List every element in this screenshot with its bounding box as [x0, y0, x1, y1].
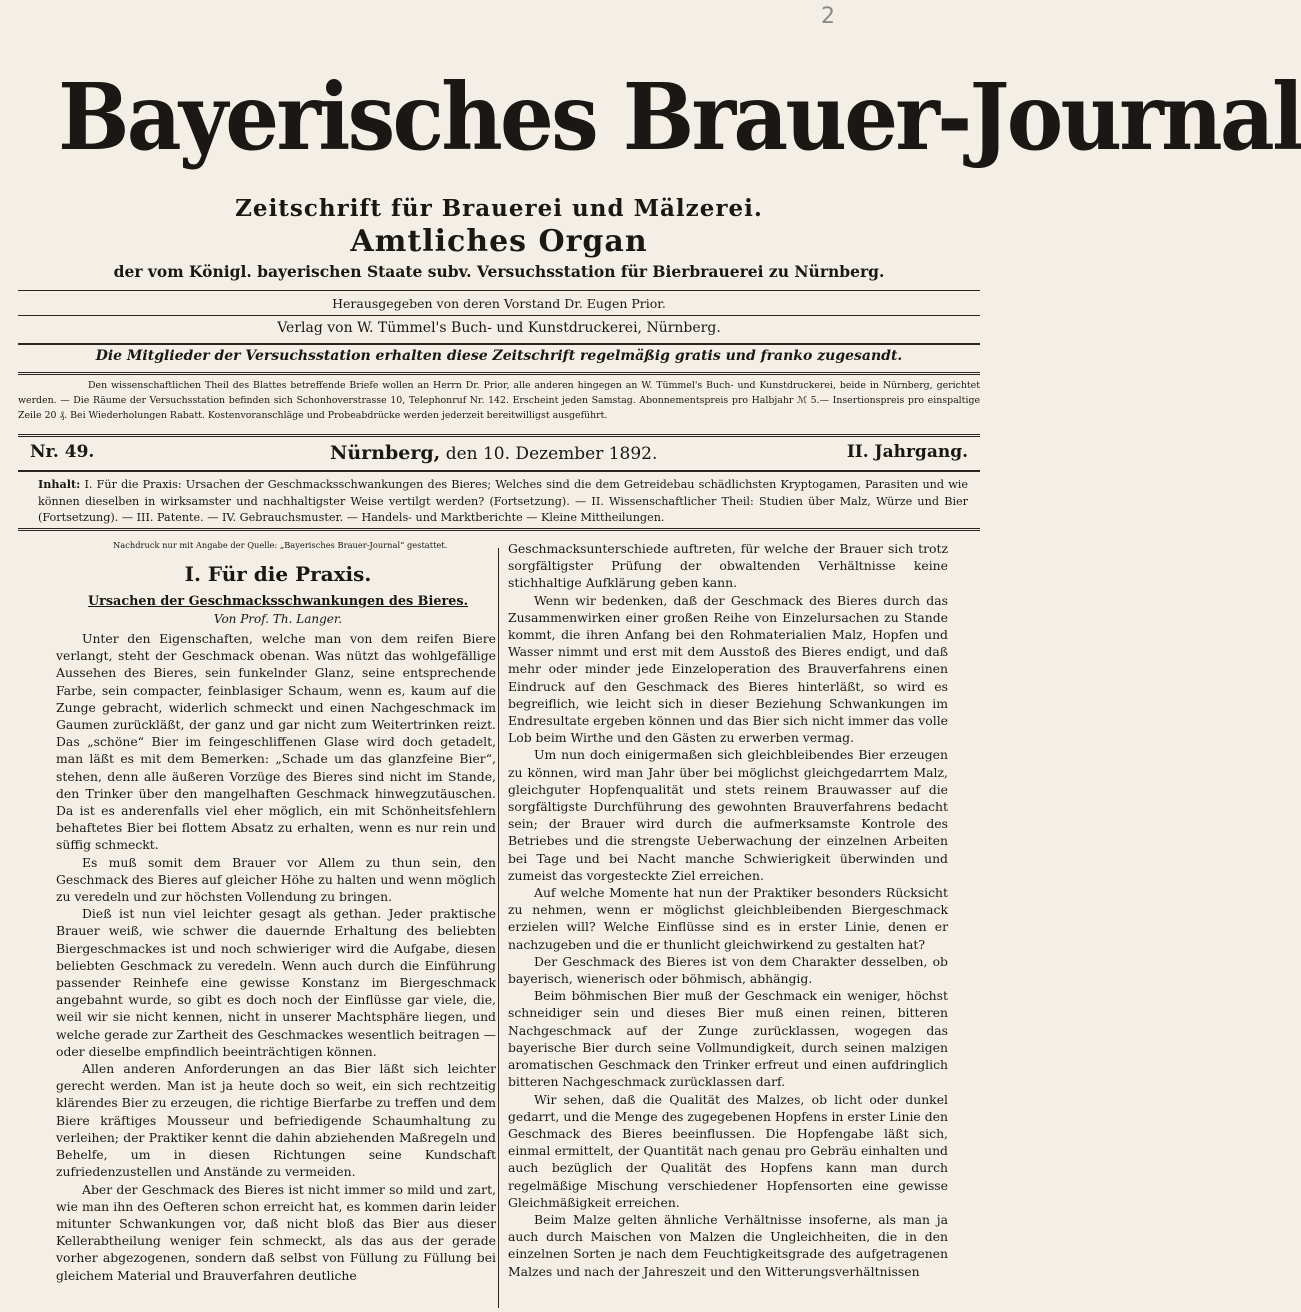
issue-date-block — [330, 442, 657, 464]
divider — [18, 528, 980, 531]
paragraph: Dieß ist nun viel leichter gesagt als gethan. Jeder praktische Brauer weiß, wie schwer die dauernde Erhaltung des beliebten Biergeschmackes ist und noch schwieriger wird die Aufgabe, diesen beliebten Geschmack zu veredeln. Wenn auch durch die Einführung passender Reinhefe eine gewisse Konstanz im Biergeschmack angebahnt wurde, so gibt es doch noch der Einflüsse gar viele, die, weil wir sie nicht kennen, nicht in unserer Machtsphäre liegen, und welche gerade zur Zartheit des Geschmackes wesentlich beitragen — oder dieselbe empfindlich beeinträchtigen können. — [56, 906, 496, 1059]
issue-city: Nürnberg, — [330, 442, 441, 464]
toc-text: I. Für die Praxis: Ursachen der Geschmacksschwankungen des Bieres; Welches sind die dem Getreidebau schädlichsten Kryptogamen, Parasiten und wie können dieselben in wirksamster und nachhaltigster Weise vertilgt werden? (Fortsetzung). — II. Wissenschaftlicher Theil: Studien über Malz, Würze und Bier (Fortsetzung). — III. Patente. — IV. Gebrauchsmuster. — Handels- und Marktberichte — Kleine Mittheilungen. — [38, 478, 968, 524]
masthead-title: Bayerisches Brauer-Journal — [58, 63, 1301, 171]
toc-label: Inhalt: — [38, 477, 81, 491]
paragraph: Der Geschmack des Bieres ist von dem Charakter desselben, ob bayerisch, wienerisch oder böhmisch, abhängig. — [508, 953, 948, 987]
right-column — [508, 540, 948, 1280]
issue-volume: II. Jahrgang. — [846, 442, 968, 462]
issue-date: den 10. Dezember 1892. — [440, 444, 658, 464]
paragraph: Um nun doch einigermaßen sich gleichbleibendes Bier erzeugen zu können, wird man Jahr über bei möglichst gleichgedarrtem Malz, gleichguter Hopfenqualität und stets reinem Brauwasser auf die sorgfältigste Durchführung des gewohnten Brauverfahrens bedacht sein; der Brauer wird durch die aufmerksamste Kontrole des Betriebes und die strengste Ueberwachung der einzelnen Arbeiten bei Tage und bei Nacht manche Schwierigkeit überwinden und zumeist das vorgesteckte Ziel erreichen. — [508, 747, 948, 883]
paragraph: Aber der Geschmack des Bieres ist nicht immer so mild und zart, wie man ihn des Oefteren schon erreicht hat, es kommen darin leider mitunter Schwankungen vor, daß nicht bloß das Bier aus dieser Kellerabtheilung weniger fein schmeckt, als das aus der gerade vorher abgezogenen, sondern daß selbst von Füllung zu Füllung bei gleichem Material und Brauverfahren deutliche — [56, 1181, 496, 1283]
table-of-contents — [38, 476, 968, 527]
paragraph: Unter den Eigenschaften, welche man von dem reifen Biere verlangt, steht der Geschmack obenan. Was nützt das wohlgefällige Aussehen des Bieres, sein funkelnder Glanz, seine entsprechende Farbe, sein compacter, feinblasiger Schaum, wenn es, kaum auf die Zunge gebracht, widerlich schmeckt und einen Nachgeschmack im Gaumen zurückläßt, der ganz und gar nicht zum Weitertrinken reizt. Das „schöne“ Bier im feingeschliffenen Glase wird doch getadelt, man läßt es mit dem Bemerken: „Schade um das glanzfeine Bier“, stehen, denn alle äußeren Vorzüge des Bieres sind nicht im Stande, den Trinker über den mangelhaften Geschmack hinwegzutäuschen. Da ist es anderenfalls viel eher möglich, ein mit Schönheitsfehlern behaftetes Bier bei flottem Absatz zu erhalten, wenn es nur rein und süffig schmeckt. — [56, 631, 496, 853]
divider — [18, 315, 980, 316]
paragraph: Geschmacksunterschiede auftreten, für welche der Brauer sich trotz sorgfältigster Prüfung der obwaltenden Verhältnisse keine stichhaltige Aufklärung geben kann. — [508, 541, 948, 591]
paragraph: Wir sehen, daß die Qualität des Malzes, ob licht oder dunkel gedarrt, und die Menge des zugegebenen Hopfens in erster Linie den Geschmack des Bieres beeinflussen. Die Hopfengabe läßt sich, einmal ermittelt, der Quantität nach genau pro Gebräu einhalten und auch bezüglich der Qualität des Hopfens kann man durch regelmäßige Mischung verschiedener Hopfensorten eine gewisse Gleichmäßigkeit erreichen. — [508, 1091, 948, 1210]
masthead-subtitle: Zeitschrift für Brauerei und Mälzerei. — [235, 195, 763, 222]
official-organ-heading: Amtliches Organ — [350, 224, 648, 259]
issue-number: Nr. 49. — [30, 442, 95, 462]
paragraph: Auf welche Momente hat nun der Praktiker besonders Rücksicht zu nehmen, wenn er möglichst gleichbleibenden Biergeschmack erzielen will? Welche Einflüsse sind es in erster Linie, denen er nachzugeben und die er thunlicht gleichwirkend zu gestalten hat? — [508, 885, 948, 952]
left-column — [56, 630, 496, 1284]
divider — [18, 343, 980, 345]
members-note: Die Mitglieder der Versuchsstation erhalten diese Zeitschrift regelmäßig gratis und franko zugesandt. — [95, 348, 903, 364]
article-title: Ursachen der Geschmacksschwankungen des Bieres. — [87, 594, 469, 609]
article-author: Von Prof. Th. Langer. — [213, 612, 343, 626]
editor-line: Herausgegeben von deren Vorstand Dr. Eugen Prior. — [332, 296, 666, 311]
pencil-page-number: 2 — [821, 4, 835, 29]
publisher-line: Verlag von W. Tümmel's Buch- und Kunstdruckerei, Nürnberg. — [277, 320, 721, 336]
paragraph: Allen anderen Anforderungen an das Bier läßt sich leichter gerecht werden. Man ist ja heute doch so weit, ein sich rechtzeitig klärendes Bier zu erzeugen, die richtige Bierfarbe zu treffen und dem Biere kräftiges Mousseur und befriedigende Schaumhaltung zu verleihen; der Praktiker kennt die dahin abziehenden Maßregeln und Behelfe, um in diesen Richtungen seine Kundschaft zufriedenzustellen und Anstände zu vermeiden. — [56, 1061, 496, 1180]
issue-line — [30, 442, 968, 468]
divider — [18, 434, 980, 437]
section-title: I. Für die Praxis. — [184, 562, 372, 586]
paragraph: Wenn wir bedenken, daß der Geschmack des Bieres durch das Zusammenwirken einer großen Reihe von Einzelursachen zu Stande kommt, die ihren Anfang bei den Rohmaterialien Malz, Hopfen und Wasser nimmt und erst mit dem Ausstoß des Bieres endigt, und daß mehr oder minder jede Einzeloperation des Brauverfahrens einen Eindruck auf den Geschmack des Bieres hinterläßt, so wird es begreiflich, wie leicht sich in dieser Beziehung Schwankungen im Endresultate ergeben können und das Bier sich nicht immer das volle Lob beim Wirthe und den Gästen zu erwerben vermag. — [508, 592, 948, 746]
organ-description: der vom Königl. bayerischen Staate subv. Versuchsstation für Bierbrauerei zu Nürnberg. — [113, 262, 885, 281]
reprint-note: Nachdruck nur mit Angabe der Quelle: „Bayerisches Brauer-Journal“ gestattet. — [113, 540, 448, 550]
column-divider — [498, 548, 499, 1308]
paragraph: Beim böhmischen Bier muß der Geschmack ein weniger, höchst schneidiger sein und dieses Bier muß einen reinen, bitteren Nachgeschmack auf der Zunge zurücklassen, wogegen das bayerische Bier durch seine Vollmundigkeit, durch seinen malzigen aromatischen Geschmack den Trinker erfreut und einen aufdringlich bitteren Nachgeschmack zurücklassen darf. — [508, 988, 948, 1090]
paragraph: Beim Malze gelten ähnliche Verhältnisse insoferne, als man ja auch durch Maischen von Malzen die Ungleichheiten, die in den einzelnen Sorten je nach dem Feuchtigkeitsgrade des aufgetragenen Malzes und nach der Jahreszeit und den Witterungsverhältnissen — [508, 1211, 948, 1279]
divider — [18, 372, 980, 375]
publication-notice: Den wissenschaftlichen Theil des Blattes betreffende Briefe wollen an Herrn Dr. Prior, alle anderen hingegen an W. Tümmel's Buch- und Kunstdruckerei, beide in Nürnberg, gerichtet werden. — Die Räume der Versuchsstation befinden sich Schonhoverstrasse 10, Telephonruf Nr. 142. Erscheint jeden Samstag. Abonnementspreis pro Halbjahr ℳ 5.— Insertionspreis pro einspaltige Zeile 20 ₰. Bei Wiederholungen Rabatt. Kostenvoranschläge und Probeabdrücke werden jederzeit bereitwilligst ausgeführt. — [18, 380, 980, 421]
divider — [18, 470, 980, 472]
divider — [18, 290, 980, 291]
paragraph: Es muß somit dem Brauer vor Allem zu thun sein, den Geschmack des Bieres auf gleicher Höhe zu halten und wenn möglich zu veredeln und zur höchsten Vollendung zu bringen. — [56, 854, 496, 905]
newspaper-page — [18, 0, 1301, 1312]
